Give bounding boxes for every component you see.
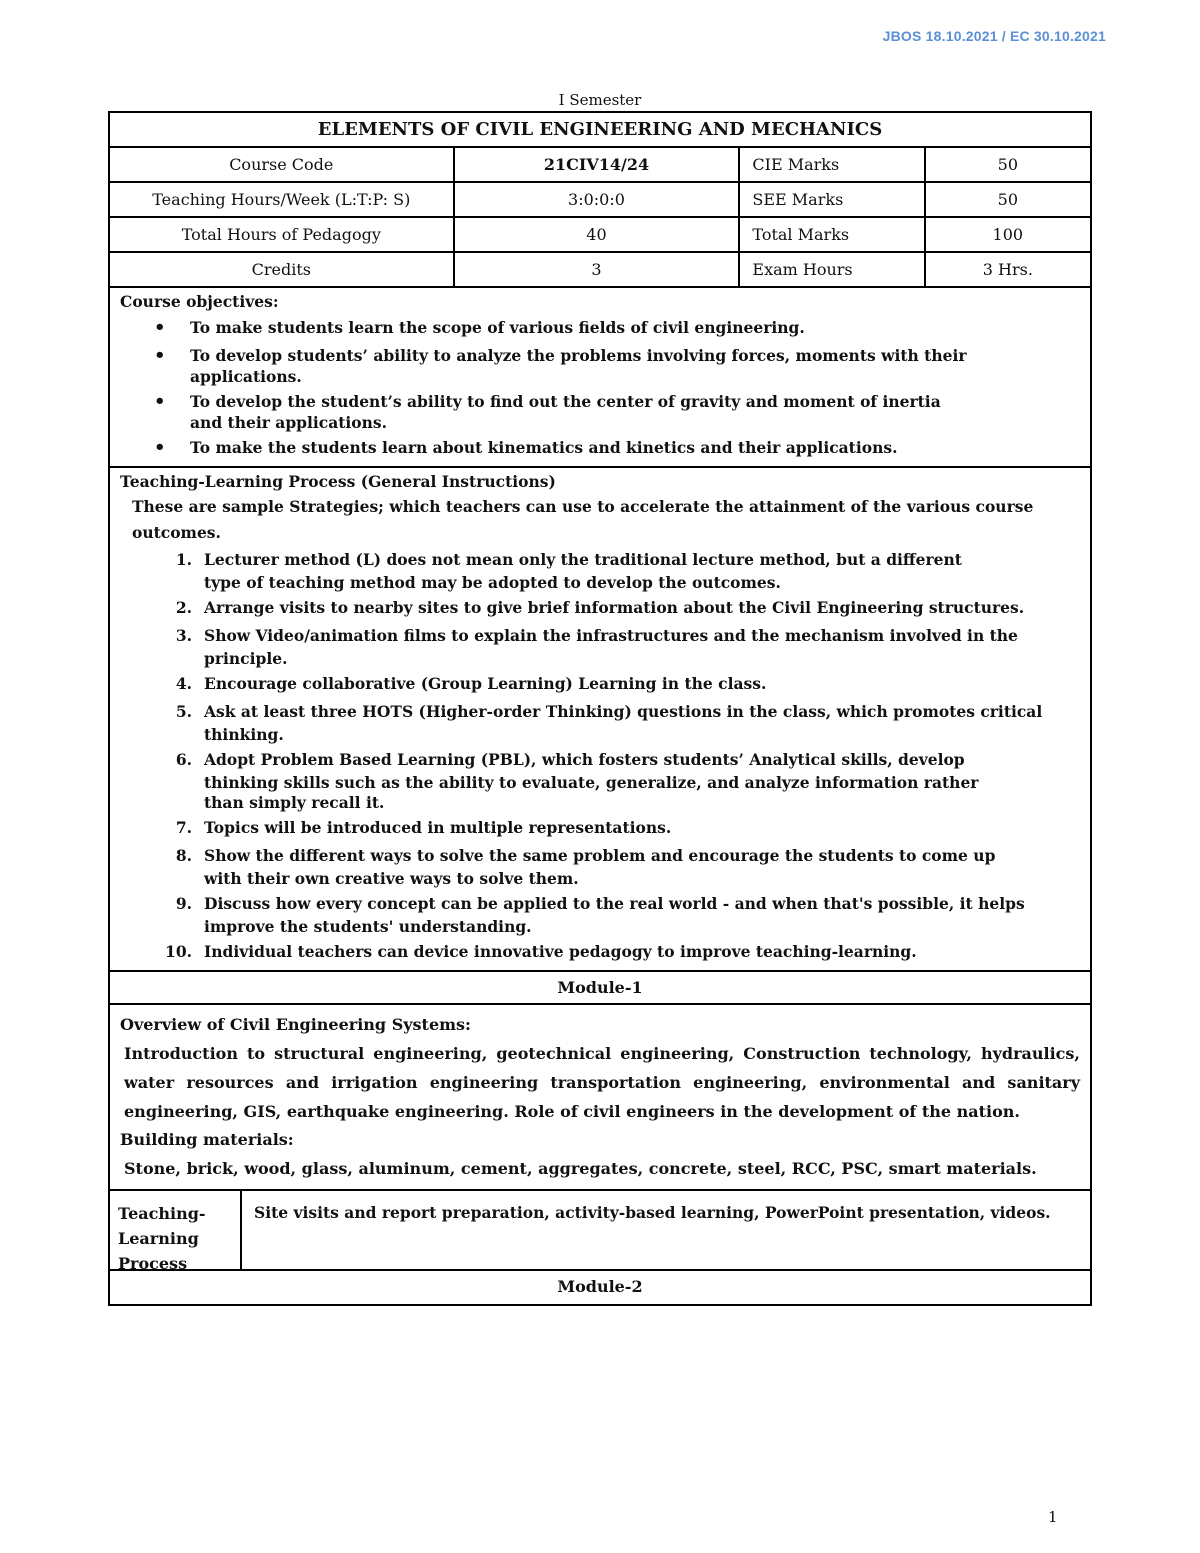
syllabus-table <box>108 111 1092 1306</box>
total-marks-value: 100 <box>992 225 1024 244</box>
info-row <box>110 183 1090 218</box>
module-1-title: Module-1 <box>110 972 1090 1005</box>
see-marks-value: 50 <box>997 190 1018 209</box>
objectives-list <box>120 314 1080 462</box>
objective-item: • To make students learn the scope of various fields of civil engineering. <box>154 314 1080 342</box>
module-1-content <box>110 1005 1090 1191</box>
exam-hours-label: Exam Hours <box>740 253 925 286</box>
info-row <box>110 253 1090 288</box>
see-marks-label: SEE Marks <box>740 183 925 216</box>
pedagogy-hours-value: 40 <box>455 218 741 251</box>
semester-label: I Semester <box>558 91 642 109</box>
cie-marks-label: CIE Marks <box>740 148 925 181</box>
tl-strategy-item: 6. Adopt Problem Based Learning (PBL), which fosters students’ Analytical skills, develop thinking skills such as the ability to evaluate, generalize, and analyze information rather than simply recall it. <box>175 750 979 812</box>
teaching-hours-value: 3:0:0:0 <box>455 183 741 216</box>
total-marks-label: Total Marks <box>740 218 925 251</box>
tl-strategy-item: 2. Arrange visits to nearby sites to give brief information about the Civil Engineering structures. <box>175 598 1025 617</box>
module-2-title: Module-2 <box>557 1277 643 1296</box>
materials-heading: Building materials: <box>120 1130 294 1149</box>
tl-strategy-item: 7. Topics will be introduced in multiple representations. <box>175 818 672 837</box>
pedagogy-hours-label: Total Hours of Pedagogy <box>110 218 455 251</box>
tl-intro: These are sample Strategies; which teachers can use to accelerate the attainment of the various course outcomes. <box>132 497 1034 542</box>
objectives-heading: Course objectives: <box>120 292 279 311</box>
tlp-label: Teaching- Learning Process <box>110 1191 242 1269</box>
module-1-tlp <box>110 1191 1090 1271</box>
tl-strategy-item: 10. Individual teachers can device innovative pedagogy to improve teaching-learning. <box>165 942 917 961</box>
page-number: 1 <box>1048 1508 1058 1526</box>
objective-item: • To develop students’ ability to analyze the problems involving forces, moments with their applications. <box>154 342 1080 388</box>
tl-strategy-list <box>120 546 1080 966</box>
credits-label: Credits <box>110 253 455 286</box>
credits-value: 3 <box>455 253 741 286</box>
objective-item: • To make the students learn about kinematics and kinetics and their applications. <box>154 434 1080 462</box>
tl-strategy-item: 4. Encourage collaborative (Group Learning) Learning in the class. <box>175 674 767 693</box>
materials-text: Stone, brick, wood, glass, aluminum, cement, aggregates, concrete, steel, RCC, PSC, smart materials. <box>124 1159 1037 1178</box>
course-code-value: 21CIV14/24 <box>455 148 741 181</box>
tl-heading: Teaching-Learning Process (General Instructions) <box>120 472 556 491</box>
cie-marks-value: 50 <box>997 155 1018 174</box>
tl-strategy-item: 9. Discuss how every concept can be applied to the real world - and when that's possible, it helps improve the students' understanding. <box>175 894 1025 936</box>
tl-strategy-item: 8. Show the different ways to solve the same problem and encourage the students to come up with their own creative ways to solve them. <box>175 846 996 888</box>
course-title: ELEMENTS OF CIVIL ENGINEERING AND MECHANICS <box>110 113 1090 148</box>
tlp-text: Site visits and report preparation, activity-based learning, PowerPoint presentation, videos. <box>254 1203 1051 1222</box>
objective-item: • To develop the student’s ability to find out the center of gravity and moment of inertia and their applications. <box>154 388 1080 434</box>
overview-heading: Overview of Civil Engineering Systems: <box>120 1015 471 1034</box>
teaching-learning-process <box>110 468 1090 972</box>
teaching-hours-label: Teaching Hours/Week (L:T:P: S) <box>110 183 455 216</box>
exam-hours-value: 3 Hrs. <box>982 260 1033 279</box>
info-row <box>110 148 1090 183</box>
course-code-label: Course Code <box>110 148 455 181</box>
header-stamp: JBOS 18.10.2021 / EC 30.10.2021 <box>882 28 1106 44</box>
overview-text: Introduction to structural engineering, geotechnical engineering, Construction technology, hydraulics, water resources and irrigation engineering transportation engineering, environmental and sanitary engineering, GIS, earthquake engineering. Role of civil engineers in the development of the nation. <box>124 1044 1080 1121</box>
tl-strategy-item: 5. Ask at least three HOTS (Higher-order Thinking) questions in the class, which promotes critical thinking. <box>175 702 1043 744</box>
course-objectives <box>110 288 1090 468</box>
tl-strategy-item: 1. Lecturer method (L) does not mean only the traditional lecture method, but a different type of teaching method may be adopted to develop the outcomes. <box>175 550 962 592</box>
tl-strategy-item: 3. Show Video/animation films to explain the infrastructures and the mechanism involved in the principle. <box>175 626 1018 668</box>
info-row <box>110 218 1090 253</box>
